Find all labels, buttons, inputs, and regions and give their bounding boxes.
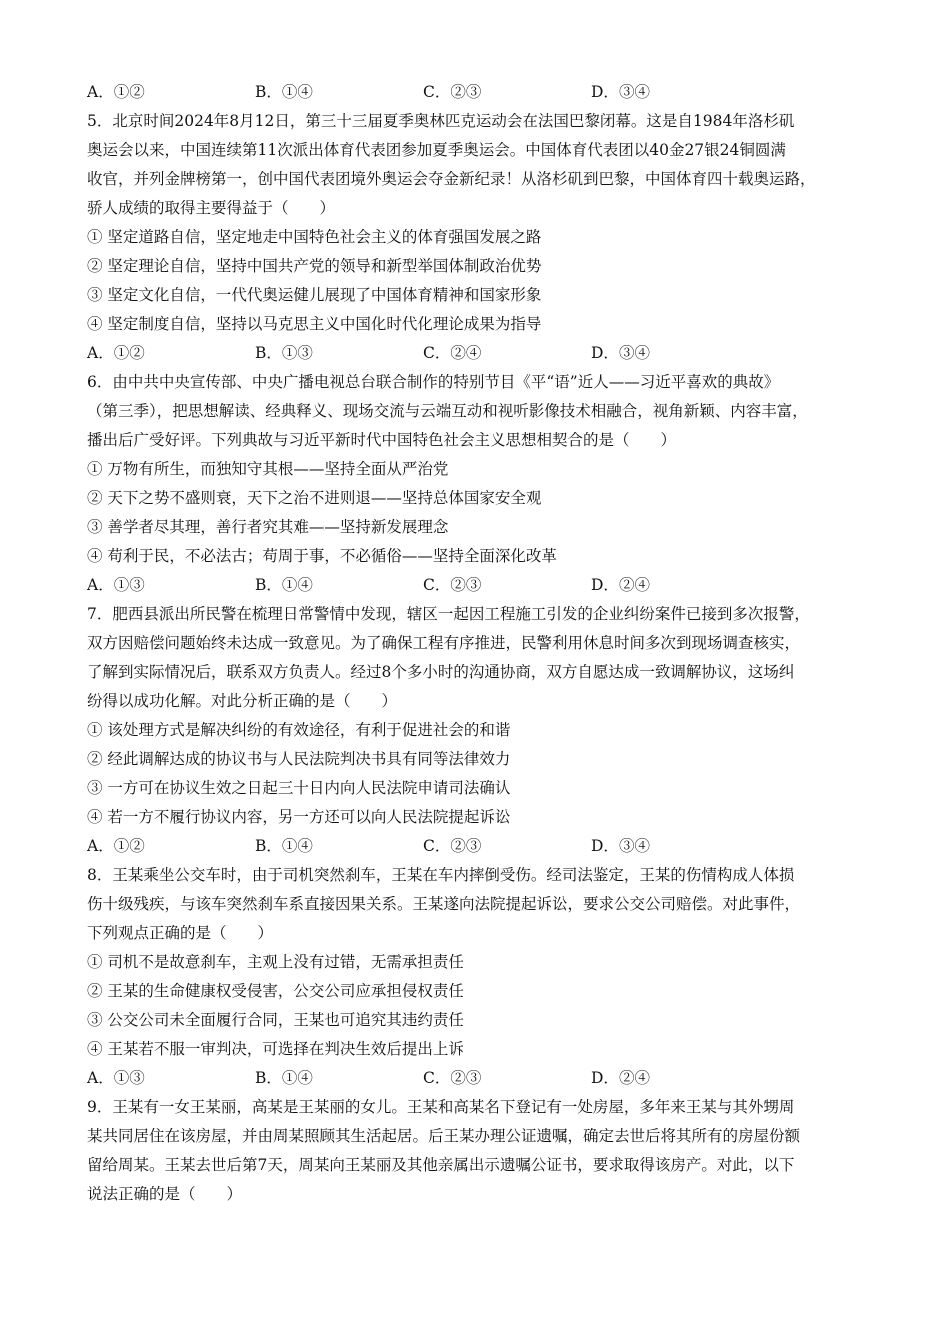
q6-option: ④ 苟利于民，不必法古；苟周于事，不必循俗——坚持全面深化改革	[87, 547, 557, 565]
question-6	[87, 368, 867, 600]
q7-stem-line: 纷得以成功化解。对此分析正确的是（ ）	[87, 692, 398, 710]
choice-text: ③④	[618, 83, 650, 101]
choice-letter: C．	[423, 344, 451, 362]
q7-stem-line: 了解到实际情况后，联系双方负责人。经过8个多小时的沟通协商，双方自愿达成一致调解协议，这场纠	[87, 663, 795, 681]
choice-text: ①③	[113, 576, 145, 594]
choice-letter: D．	[591, 837, 619, 855]
q8-stem-line: 8．王某乘坐公交车时，由于司机突然刹车，王某在车内摔倒受伤。经司法鉴定，王某的伤情构成人体损	[87, 866, 795, 884]
question-7	[87, 600, 867, 861]
choice-letter: C．	[423, 83, 451, 101]
choice-letter: D．	[591, 83, 619, 101]
q5-option: ① 坚定道路自信，坚定地走中国特色社会主义的体育强国发展之路	[87, 228, 542, 246]
q7-choice-c[interactable]	[423, 832, 591, 861]
exam-page	[87, 78, 867, 1209]
choice-text: ①③	[113, 1069, 145, 1087]
choice-text: ②④	[618, 576, 650, 594]
q8-choice-d[interactable]	[591, 1064, 650, 1093]
choice-text: ②③	[450, 837, 482, 855]
q9-stem-line: 说法正确的是（ ）	[87, 1185, 243, 1203]
q7-choices	[87, 832, 867, 861]
q4-choice-b[interactable]	[255, 78, 423, 107]
q8-choices	[87, 1064, 867, 1093]
q8-stem-line: 下列观点正确的是（ ）	[87, 924, 274, 942]
choice-text: ①③	[281, 344, 313, 362]
q8-choice-a[interactable]	[87, 1064, 255, 1093]
q9-stem-line: 9．王某有一女王某丽，高某是王某丽的女儿。王某和高某名下登记有一处房屋，多年来王某与其外甥周	[87, 1098, 795, 1116]
q5-option: ③ 坚定文化自信，一代代奥运健儿展现了中国体育精神和国家形象	[87, 286, 542, 304]
q6-choice-d[interactable]	[591, 571, 650, 600]
q5-choices	[87, 339, 867, 368]
q7-option: ① 该处理方式是解决纠纷的有效途径，有利于促进社会的和谐	[87, 721, 511, 739]
q5-stem-line: 奥运会以来，中国连续第11次派出体育代表团参加夏季奥运会。中国体育代表团以40金27银24铜圆满	[87, 141, 786, 159]
choice-text: ③④	[618, 344, 650, 362]
q5-stem-line: 收官，并列金牌榜第一，创中国代表团境外奥运会夺金新纪录！从洛杉矶到巴黎，中国体育四十载奥运路，	[87, 170, 816, 188]
q6-option: ① 万物有所生，而独知守其根——坚持全面从严治党	[87, 460, 449, 478]
q7-stem-line: 7．肥西县派出所民警在梳理日常警情中发现，辖区一起因工程施工引发的企业纠纷案件已接到多次报警，	[87, 605, 810, 623]
q6-stem-line: 播出后广受好评。下列典故与习近平新时代中国特色社会主义思想相契合的是（ ）	[87, 431, 677, 449]
q5-option: ② 坚定理论自信，坚持中国共产党的领导和新型举国体制政治优势	[87, 257, 542, 275]
q6-choice-a[interactable]	[87, 571, 255, 600]
q4-choice-a[interactable]	[87, 78, 255, 107]
q4-choices	[87, 78, 867, 107]
choice-text: ①④	[281, 576, 313, 594]
choice-letter: A．	[87, 83, 114, 101]
q7-choice-d[interactable]	[591, 832, 650, 861]
q9-stem-line: 留给周某。王某去世后第7天，周某向王某丽及其他亲属出示遗嘱公证书，要求取得该房产。对此，以下	[87, 1156, 795, 1174]
q5-stem-line: 5．北京时间2024年8月12日，第三十三届夏季奥林匹克运动会在法国巴黎闭幕。这是自1984年洛杉矶	[87, 112, 795, 130]
choice-text: ①④	[281, 1069, 313, 1087]
choice-letter: A．	[87, 1069, 114, 1087]
choice-letter: D．	[591, 344, 619, 362]
q5-stem-line: 骄人成绩的取得主要得益于（ ）	[87, 199, 336, 217]
q8-choice-b[interactable]	[255, 1064, 423, 1093]
choice-text: ①②	[113, 344, 145, 362]
choice-letter: C．	[423, 1069, 451, 1087]
q6-stem-line: （第三季），把思想解读、经典释义、现场交流与云端互动和视听影像技术相融合，视角新颖、内容丰富，	[87, 402, 808, 420]
q4-choice-c[interactable]	[423, 78, 591, 107]
q8-option: ④ 王某若不服一审判决，可选择在判决生效后提出上诉	[87, 1040, 464, 1058]
choice-text: ②④	[618, 1069, 650, 1087]
question-5	[87, 107, 867, 368]
q6-choices	[87, 571, 867, 600]
q7-option: ④ 若一方不履行协议内容，另一方还可以向人民法院提起诉讼	[87, 808, 511, 826]
q7-stem-line: 双方因赔偿问题始终未达成一致意见。为了确保工程有序推进，民警利用休息时间多次到现场调查核实，	[87, 634, 801, 652]
choice-letter: C．	[423, 576, 451, 594]
q5-option: ④ 坚定制度自信，坚持以马克思主义中国化时代化理论成果为指导	[87, 315, 542, 333]
q9-stem-line: 某共同居住在该房屋，并由周某照顾其生活起居。后王某办理公证遗嘱，确定去世后将其所有的房屋份额	[87, 1127, 801, 1145]
choice-letter: A．	[87, 576, 114, 594]
choice-text: ②④	[450, 344, 482, 362]
q7-option: ② 经此调解达成的协议书与人民法院判决书具有同等法律效力	[87, 750, 511, 768]
choice-letter: B．	[255, 344, 282, 362]
question-9	[87, 1093, 867, 1209]
choice-letter: B．	[255, 576, 282, 594]
choice-text: ①②	[113, 837, 145, 855]
q8-option: ① 司机不是故意刹车，主观上没有过错，无需承担责任	[87, 953, 464, 971]
choice-letter: B．	[255, 83, 282, 101]
choice-letter: D．	[591, 1069, 619, 1087]
choice-text: ②③	[450, 576, 482, 594]
q8-stem-line: 伤十级残疾，与该车突然刹车系直接因果关系。王某遂向法院提起诉讼，要求公交公司赔偿。对此事件，	[87, 895, 801, 913]
choice-text: ①②	[113, 83, 145, 101]
choice-letter: A．	[87, 344, 114, 362]
q8-choice-c[interactable]	[423, 1064, 591, 1093]
q6-choice-c[interactable]	[423, 571, 591, 600]
choice-text: ②③	[450, 1069, 482, 1087]
choice-text: ①④	[281, 83, 313, 101]
q8-option: ② 王某的生命健康权受侵害，公交公司应承担侵权责任	[87, 982, 464, 1000]
choice-letter: C．	[423, 837, 451, 855]
choice-letter: B．	[255, 1069, 282, 1087]
q7-option: ③ 一方可在协议生效之日起三十日内向人民法院申请司法确认	[87, 779, 511, 797]
q5-choice-d[interactable]	[591, 339, 650, 368]
question-8	[87, 861, 867, 1093]
q6-stem-line: 6．由中共中央宣传部、中央广播电视总台联合制作的特别节目《平“语”近人——习近平喜欢的典故》	[87, 373, 780, 391]
q6-choice-b[interactable]	[255, 571, 423, 600]
choice-text: ②③	[450, 83, 482, 101]
q7-choice-b[interactable]	[255, 832, 423, 861]
choice-text: ①④	[281, 837, 313, 855]
q6-option: ② 天下之势不盛则衰，天下之治不进则退——坚持总体国家安全观	[87, 489, 542, 507]
q7-choice-a[interactable]	[87, 832, 255, 861]
choice-letter: D．	[591, 576, 619, 594]
choice-text: ③④	[618, 837, 650, 855]
q8-option: ③ 公交公司未全面履行合同，王某也可追究其违约责任	[87, 1011, 464, 1029]
q4-choice-d[interactable]	[591, 78, 650, 107]
q5-choice-b[interactable]	[255, 339, 423, 368]
q5-choice-a[interactable]	[87, 339, 255, 368]
choice-letter: A．	[87, 837, 114, 855]
q5-choice-c[interactable]	[423, 339, 591, 368]
q6-option: ③ 善学者尽其理，善行者究其难——坚持新发展理念	[87, 518, 449, 536]
choice-letter: B．	[255, 837, 282, 855]
